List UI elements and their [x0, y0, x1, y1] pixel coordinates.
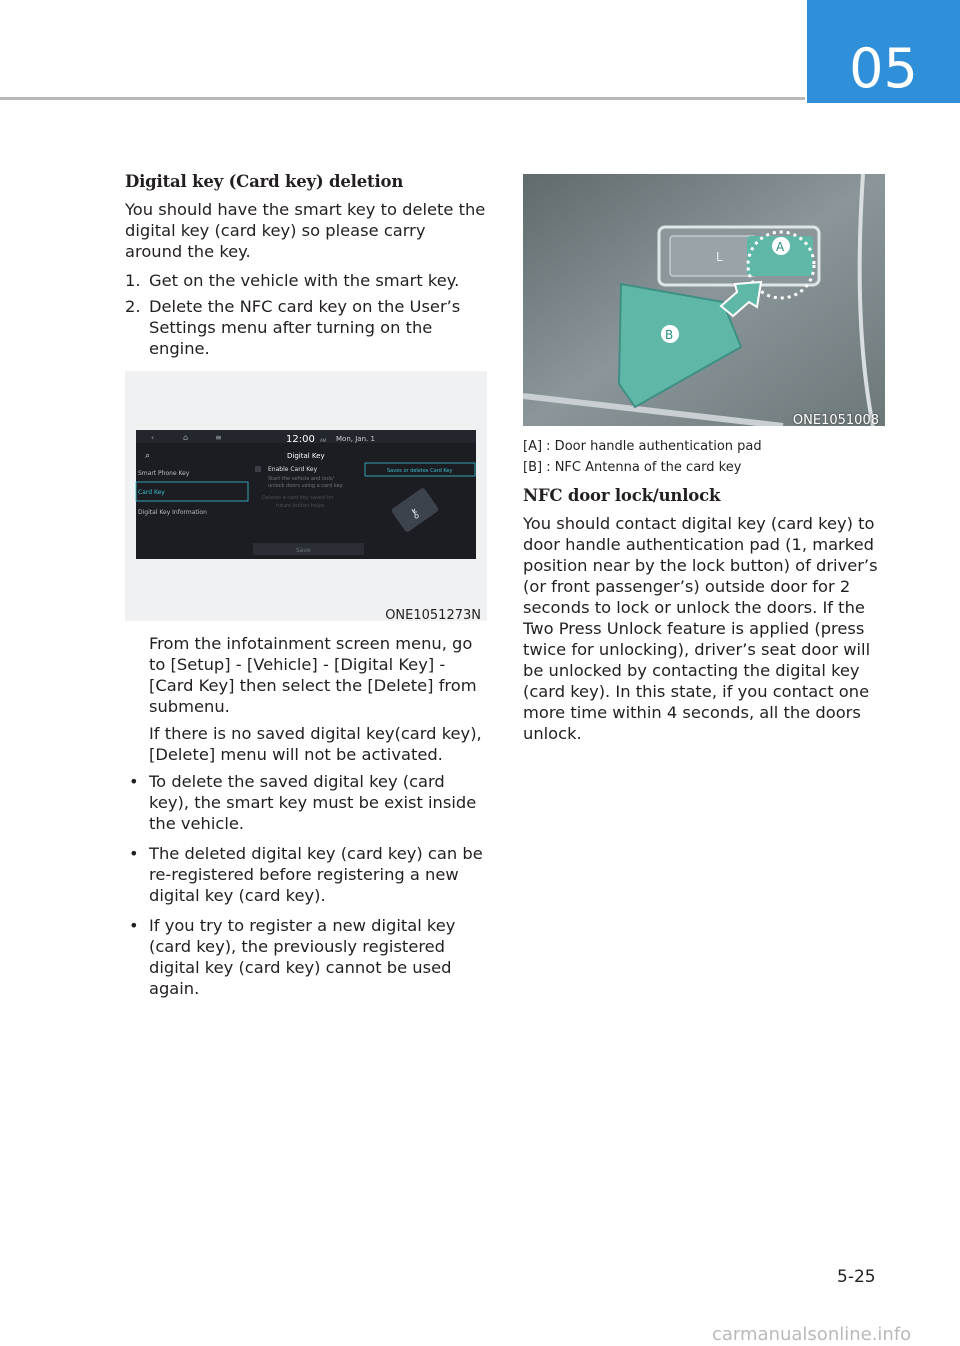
- menu-item-card-key[interactable]: Card Key: [138, 489, 165, 496]
- svg-text:⚷: ⚷: [406, 505, 424, 524]
- step-number: 1.: [125, 271, 141, 290]
- door-handle-inner: [670, 236, 756, 276]
- menu-item-digital-key-info[interactable]: Digital Key Information: [138, 509, 207, 516]
- label-a: A: [776, 240, 785, 254]
- note-text: The deleted digital key (card key) can be re-registered before registering a new digital key (card key).: [149, 844, 483, 905]
- nfc-body: You should contact digital key (card key) to door handle authentication pad (1, marked position near by the lock button) of driver’s (or front passenger’s) outside door for 2 seconds to lock or unlock the doors. If the Two Press Unlock feature is applied (press twice for unlocking), driver’s seat door will be unlocked by contacting the digital key (card key). In this state, if you contact one more time within 4 seconds, all the doors unlock.: [523, 514, 878, 743]
- bullet: •: [129, 916, 139, 935]
- option-checkbox[interactable]: [255, 466, 261, 472]
- right-column: [523, 174, 885, 744]
- option-desc-line2: unlock doors using a card key.: [268, 483, 344, 489]
- chapter-tab: 05: [807, 0, 960, 103]
- faded-text-line1: Deletes a card key saved for: [262, 495, 334, 501]
- option-desc-line1: Start the vehicle and lock/: [268, 476, 334, 482]
- save-label: Save: [296, 547, 311, 554]
- figure-caption: ONE1051273N: [385, 608, 481, 623]
- label-b: B: [665, 328, 674, 342]
- notes-list: [125, 771, 487, 999]
- faded-text-line2: future button helps.: [276, 503, 326, 509]
- bullet: •: [129, 844, 139, 863]
- figure-caption: ONE1051008: [792, 413, 879, 428]
- step-number: 2.: [125, 297, 141, 316]
- note-item: [125, 771, 487, 834]
- note-text: To delete the saved digital key (card key), the smart key must be exist inside the vehicle.: [149, 772, 477, 833]
- bullet: •: [129, 772, 139, 791]
- handle-mark: L: [716, 250, 723, 264]
- section-heading-deletion: Digital key (Card key) deletion: [125, 172, 404, 191]
- instruction-text: From the infotainment screen menu, go to [Setup] - [Vehicle] - [Digital Key] - [Card Key] then select the [Delete] from submenu.: [149, 634, 477, 716]
- tooltip-text: Saves or deletes Card Key: [387, 468, 453, 474]
- note-item: [125, 843, 487, 906]
- note-text: If you try to register a new digital key (card key), the previously registered digital key (card key) cannot be used again.: [149, 916, 456, 998]
- step-item: [125, 270, 487, 291]
- header-rule: [0, 97, 805, 100]
- search-icon[interactable]: ⌕: [145, 451, 151, 461]
- watermark: carmanualsonline.info: [712, 1324, 912, 1345]
- legend-item-a: [A] : Door handle authentication pad: [523, 439, 762, 454]
- menu-item-smart-phone-key[interactable]: Smart Phone Key: [138, 470, 190, 477]
- intro-text: You should have the smart key to delete the digital key (card key) so please carry around the key.: [125, 200, 486, 261]
- page-number: 5-25: [837, 1267, 876, 1287]
- back-icon[interactable]: ‹: [151, 433, 155, 442]
- screen-title: Digital Key: [287, 452, 325, 460]
- screen-date: Mon, Jan. 1: [336, 435, 375, 443]
- door-figure: [523, 174, 885, 426]
- door-handle-illustration: [523, 174, 885, 426]
- legend-item-b: [B] : NFC Antenna of the card key: [523, 460, 742, 475]
- note-item: [125, 915, 487, 999]
- home-icon[interactable]: ⌂: [183, 433, 189, 442]
- infotainment-figure: [125, 371, 487, 621]
- screen-ampm: AM: [320, 438, 327, 443]
- section-heading-nfc: NFC door lock/unlock: [523, 486, 721, 505]
- instruction-text: If there is no saved digital key(card key), [Delete] menu will not be activated.: [149, 724, 482, 764]
- step-text: Get on the vehicle with the smart key.: [149, 271, 460, 290]
- instruction-block: [125, 633, 487, 765]
- steps-list: [125, 270, 487, 359]
- infotainment-screen-illustration: [125, 371, 487, 621]
- left-column: [125, 172, 487, 1008]
- screen-time: 12:00: [286, 434, 315, 445]
- step-item: [125, 296, 487, 359]
- step-text: Delete the NFC card key on the User’s Settings menu after turning on the engine.: [149, 297, 461, 358]
- menu-icon[interactable]: ≡: [215, 433, 222, 442]
- figure-legend: [523, 436, 885, 478]
- option-title: Enable Card Key: [268, 466, 318, 473]
